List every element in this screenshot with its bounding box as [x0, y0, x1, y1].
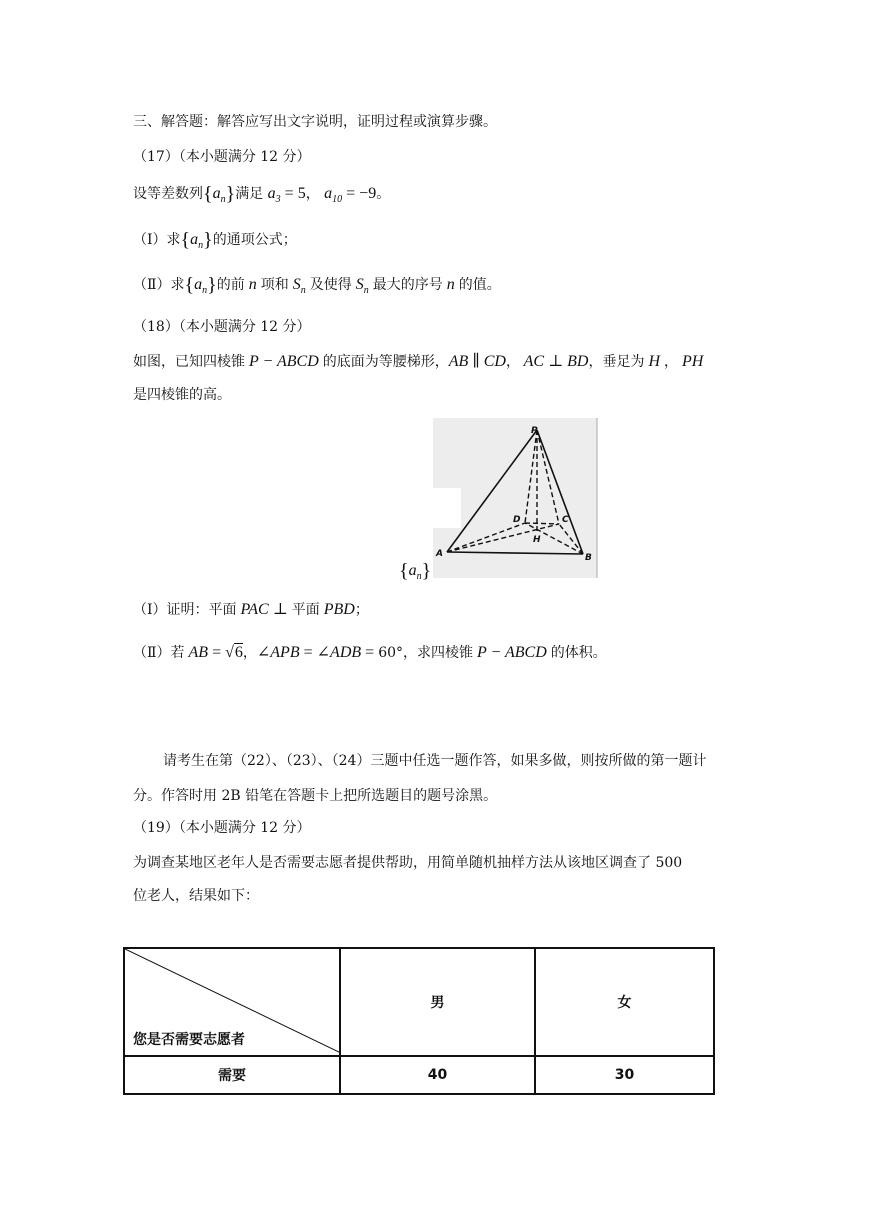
label-C: C	[562, 515, 569, 525]
q18-stem: 如图，已知四棱锥 P − ABCD 的底面为等腰梯形，AB ∥ CD， AC ⊥ BD，垂足为 H ， PH	[133, 353, 704, 370]
section-heading: 三、解答题：解答应写出文字说明，证明过程或演算步骤。	[133, 114, 497, 130]
col-header-female: 女	[535, 948, 714, 1056]
cell-female-need: 30	[535, 1056, 714, 1094]
q18-header: （18）（本小题满分 12 分）	[133, 319, 311, 335]
survey-table	[123, 947, 715, 1095]
pyramid-figure	[433, 418, 599, 578]
label-B: B	[585, 553, 592, 563]
q17-stem: 设等差数列$\{a_n\}$满足 $a_3 = 5$， $a_{10} = -9$。	[133, 183, 391, 205]
q17-part1: （Ⅰ）求$\{a_n\}$的通项公式；	[133, 229, 297, 251]
q17-part2: （Ⅱ）求$\{a_n\}$的前 n 项和 $S_n$ 及使得 $S_n$ 最大的序号 n 的值。	[133, 274, 501, 296]
elective-note-line1: 请考生在第（22）、（23）、（24）三题中任选一题作答，如果多做，则按所做的第一题计	[163, 753, 707, 769]
table-corner-cell	[124, 948, 340, 1056]
cell-male-need: 40	[340, 1056, 535, 1094]
figure-caption: $\{a_n\}$	[399, 560, 432, 582]
q17-header: （17）（本小题满分 12 分）	[133, 149, 311, 165]
label-P: P	[531, 426, 538, 436]
row-label: 需要	[124, 1056, 340, 1094]
label-H: H	[533, 535, 541, 545]
corner-label: 您是否需要志愿者	[133, 1032, 245, 1048]
q18-part2: （Ⅱ）若 AB = √6，∠APB = ∠ADB = 60°，求四棱锥 P − ABCD 的体积。	[133, 644, 607, 661]
elective-note-line2: 分。作答时用 2B 铅笔在答题卡上把所选题目的题号涂黑。	[133, 788, 498, 804]
q19-stem-line2: 位老人，结果如下：	[133, 888, 259, 904]
label-D: D	[513, 515, 521, 525]
label-A: A	[436, 549, 443, 559]
q19-stem-line1: 为调查某地区老年人是否需要志愿者提供帮助，用简单随机抽样方法从该地区调查了 500	[133, 855, 683, 871]
q18-stem-cont: 是四棱锥的高。	[133, 387, 231, 403]
q19-header: （19）（本小题满分 12 分）	[133, 820, 311, 836]
table-row	[124, 1056, 714, 1094]
q18-part1: （Ⅰ）证明：平面 PAC ⊥ 平面 PBD；	[133, 601, 369, 618]
col-header-male: 男	[340, 948, 535, 1056]
table-header-row	[124, 948, 714, 1056]
